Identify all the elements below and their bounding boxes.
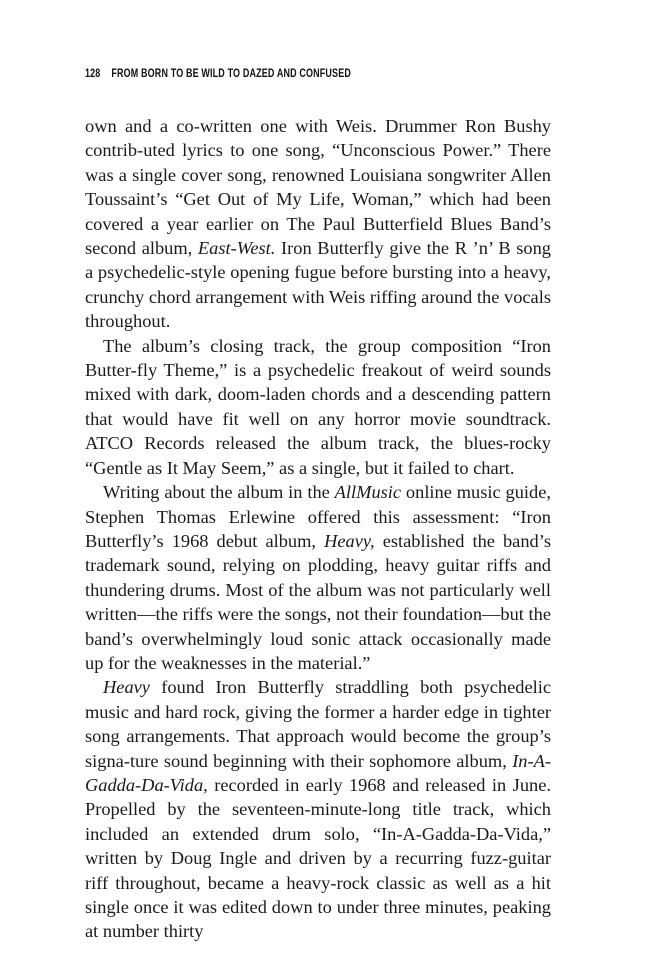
paragraph-3 <box>85 480 551 675</box>
text-segment: online music guide, Stephen Thomas Erlewine offered this assessment: “Iron Butterfly’s 1968 debut album, <box>85 482 551 551</box>
text-segment: recorded in early 1968 and released in June. Propelled by the seventeen-minute-long title track, which included an extended drum solo, “In-A-Gadda-Da-Vida,” written by Doug Ingle and driven by a recurring fuzz-guitar riff throughout, became a heavy-rock classic as well as a hit single once it was edited down to under three minutes, peaking at number thirty <box>85 774 551 942</box>
paragraph-2 <box>85 334 551 480</box>
publication-title-allmusic: AllMusic <box>334 482 402 503</box>
text-segment: Iron Butterfly give the R ’n’ B song a psychedelic-style opening fugue before bursting into a heavy, crunchy chord arrangement with Weis riffing around the vocals throughout. <box>85 238 551 332</box>
paragraph-4 <box>85 675 551 943</box>
book-title: FROM BORN TO BE WILD TO DAZED AND CONFUSED <box>111 68 351 80</box>
album-title-east-west: East-West. <box>197 238 276 259</box>
running-head <box>85 68 351 80</box>
text-segment: Writing about the album in the <box>103 482 335 503</box>
text-segment: own and a co-written one with Weis. Drummer Ron Bushy contrib-uted lyrics to one song, “Unconscious Power.” There was a single cover song, renowned Louisiana songwriter Allen Toussaint’s “Get Out of My Life, Woman,” which had been covered a year earlier on The Paul Butterfield Blues Band’s second album, <box>85 116 551 259</box>
album-title-in-a-gadda-da-vida: In-A-Gadda-Da-Vida, <box>85 750 551 795</box>
text-segment: established the band’s trademark sound, relying on plodding, heavy guitar riffs and thundering drums. Most of the album was not particularly well written—the riffs were the songs, not their foundation—but the band’s overwhelmingly loud sonic attack occasionally made up for the weaknesses in the material.” <box>85 530 551 673</box>
album-title-heavy: Heavy, <box>324 530 375 551</box>
page-number: 128 <box>85 68 101 80</box>
text-segment: found Iron Butterfly straddling both psychedelic music and hard rock, giving the former a harder edge in tighter song arrangements. That approach would become the group’s signa-ture sound beginning with their sophomore album, <box>85 677 551 771</box>
text-segment: The album’s closing track, the group composition “Iron Butter-fly Theme,” is a psychedelic freakout of weird sounds mixed with dark, doom-laden chords and a descending pattern that would have fit well on any horror movie soundtrack. ATCO Records released the album track, the blues-rocky “Gentle as It May Seem,” as a single, but it failed to chart. <box>85 335 551 478</box>
body-text <box>85 114 551 944</box>
album-title-heavy: Heavy <box>103 677 150 698</box>
paragraph-1 <box>85 114 551 334</box>
